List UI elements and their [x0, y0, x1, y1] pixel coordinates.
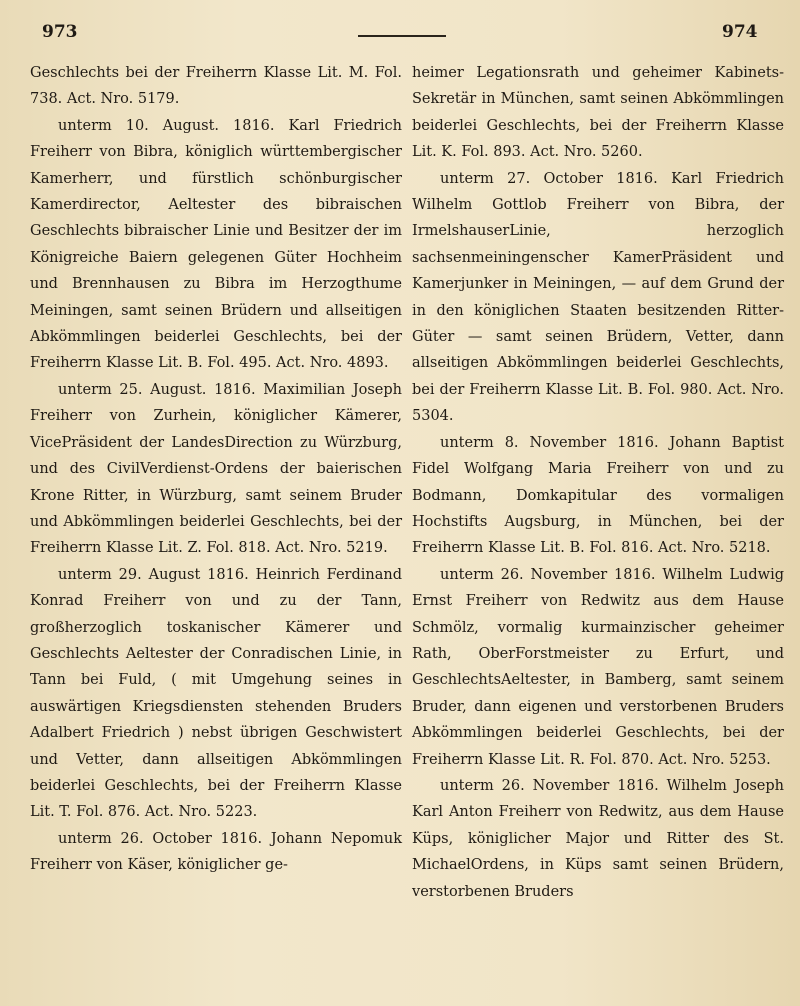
header-rule [358, 35, 446, 37]
paragraph: unterm 27. October 1816. Karl Friedrich Wilhelm Gottlob Freiherr von Bibra, der IrmelshauserLinie, herzoglich sachsenmeiningenscher KamerPräsident und Kamerjunker in Meiningen, — auf dem Grund der in den königlichen Staaten besitzenden Ritter-Güter — samt seinen Brüdern, Vetter, dann allseitigen Abkömmlingen beiderlei Geschlechts, bei der Freiherrn Klasse Lit. B. Fol. 980. Act. Nro. 5304. [412, 170, 784, 425]
paragraph: unterm 26. November 1816. Wilhelm Ludwig Ernst Freiherr von Redwitz aus dem Hause Schmölz, vormalig kurmainzischer geheimer Rath, OberForstmeister zu Erfurt, und GeschlechtsAeltester, in Bamberg, samt seinem Bruder, dann eigenen und verstorbenen Bruders Abkömmlingen beiderlei Geschlechts, bei der Freiherrn Klasse Lit. R. Fol. 870. Act. Nro. 5253. [412, 566, 784, 768]
right-text-column [412, 60, 784, 905]
paragraph: unterm 25. August. 1816. Maximilian Joseph Freiherr von Zurhein, königlicher Kämerer, VicePräsident der LandesDirection zu Würzburg, und des CivilVerdienst-Ordens der baierischen Krone Ritter, in Würzburg, samt seinem Bruder und Abkömmlingen beiderlei Geschlechts, bei der Freiherrn Klasse Lit. Z. Fol. 818. Act. Nro. 5219. [30, 381, 402, 557]
paragraph: unterm 26. October 1816. Johann Nepomuk Freiherr von Käser, königlicher ge- [30, 830, 402, 874]
paragraph: unterm 26. November 1816. Wilhelm Joseph Karl Anton Freiherr von Redwitz, aus dem Hause Küps, königlicher Major und Ritter des St. MichaelOrdens, in Küps samt seinen Brüdern, verstorbenen Bruders [412, 777, 784, 900]
left-text-column [30, 60, 402, 879]
left-page-number: 973 [42, 22, 78, 42]
paragraph: heimer Legationsrath und geheimer Kabinets-Sekretär in München, samt seinen Abkömmlingen beiderlei Geschlechts, bei der Freiherrn Klasse Lit. K. Fol. 893. Act. Nro. 5260. [412, 65, 784, 161]
right-page-number: 974 [722, 22, 758, 42]
paragraph: unterm 29. August 1816. Heinrich Ferdinand Konrad Freiherr von und zu der Tann, großherzoglich toskanischer Kämerer und Geschlechts Aeltester der Conradischen Linie, in Tann bei Fuld, ( mit Umgehung seines in auswärtigen Kriegsdiensten stehenden Bruders Adalbert Friedrich ) nebst übrigen Geschwistert und Vetter, dann allseitigen Abkömmlingen beiderlei Geschlechts, bei der Freiherrn Klasse Lit. T. Fol. 876. Act. Nro. 5223. [30, 566, 402, 821]
paragraph: Geschlechts bei der Freiherrn Klasse Lit. M. Fol. 738. Act. Nro. 5179. [30, 65, 402, 108]
paragraph: unterm 10. August. 1816. Karl Friedrich Freiherr von Bibra, königlich württembergischer Kamerherr, und fürstlich schönburgischer Kamerdirector, Aeltester des bibraischen Geschlechts bibraischer Linie und Besitzer der im Königreiche Baiern gelegenen Güter Hochheim und Brennhausen zu Bibra im Herzogthume Meiningen, samt seinen Brüdern und allseitigen Abkömmlingen beiderlei Geschlechts, bei der Freiherrn Klasse Lit. B. Fol. 495. Act. Nro. 4893. [30, 117, 402, 372]
paragraph: unterm 8. November 1816. Johann Baptist Fidel Wolfgang Maria Freiherr von und zu Bodmann, Domkapitular des vormaligen Hochstifts Augsburg, in München, bei der Freiherrn Klasse Lit. B. Fol. 816. Act. Nro. 5218. [412, 434, 784, 557]
